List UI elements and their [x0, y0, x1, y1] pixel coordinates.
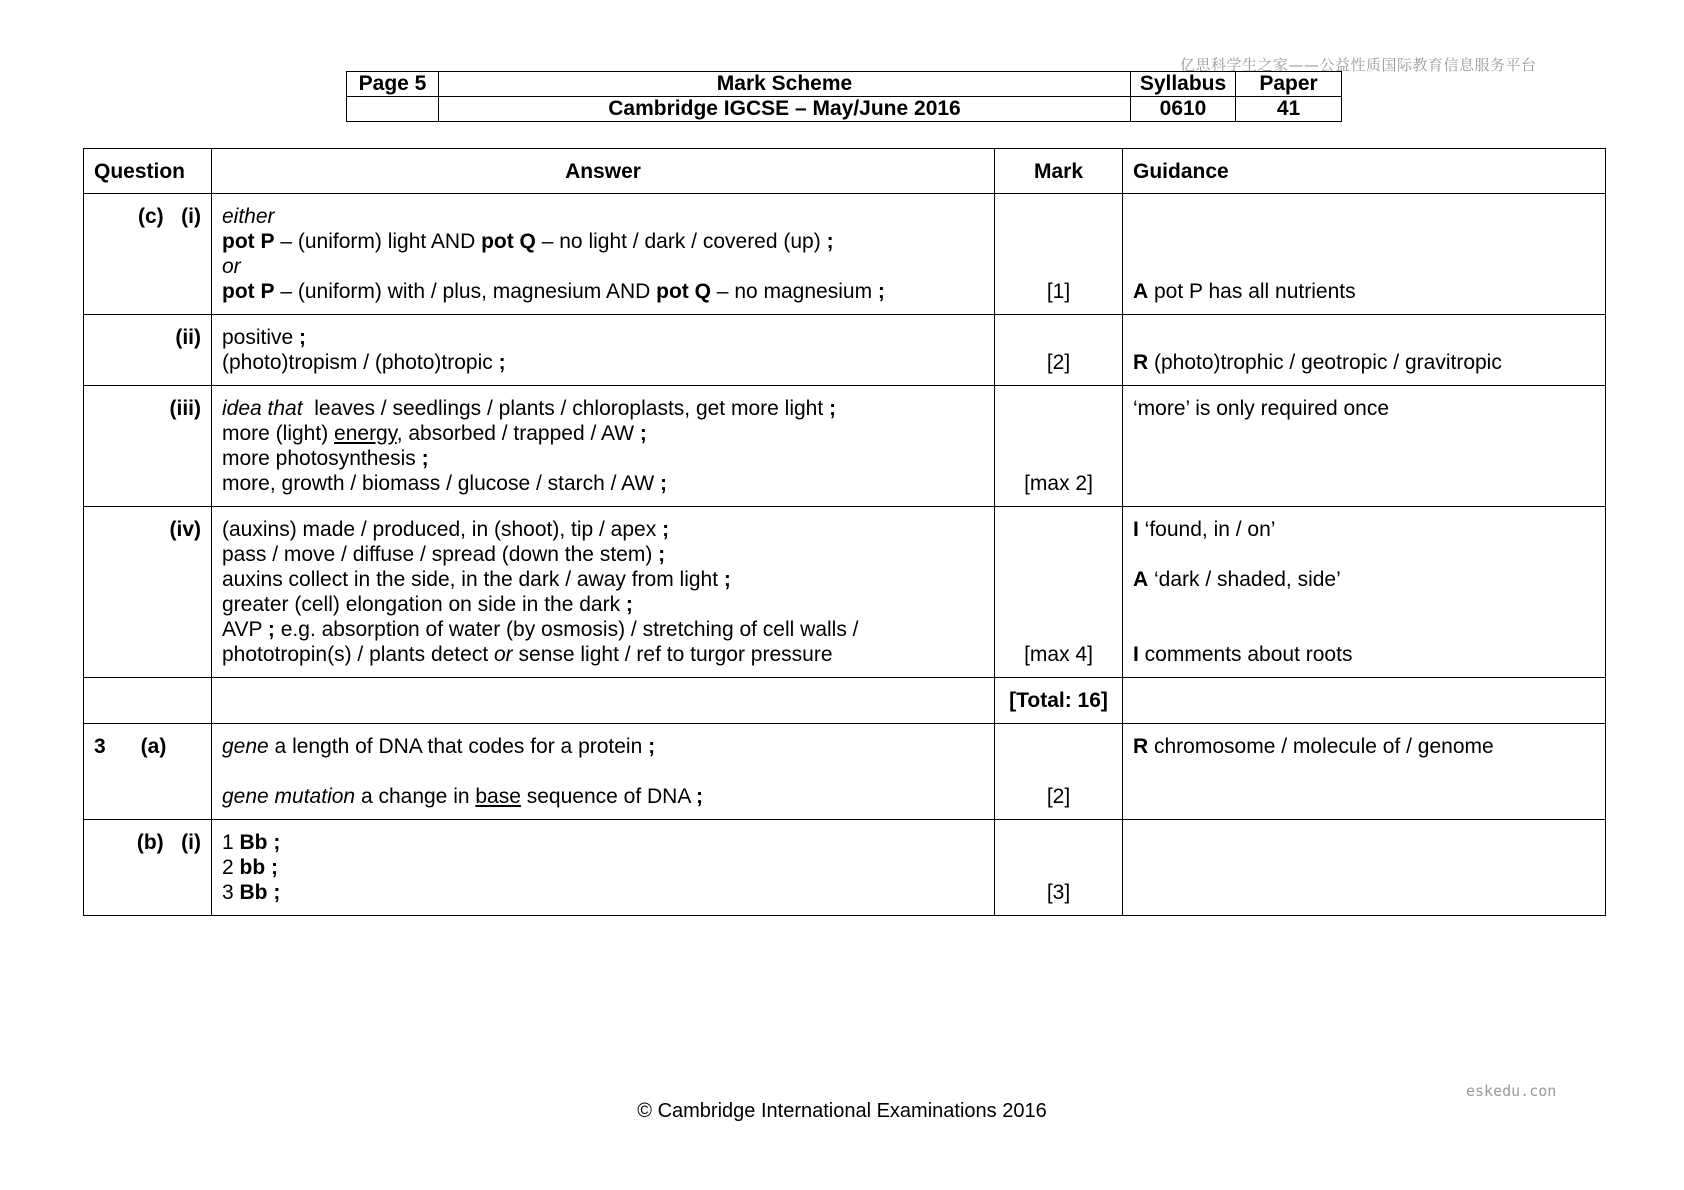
question-number	[84, 678, 212, 724]
answer-line: more photosynthesis ;	[222, 447, 429, 470]
answer-line: pot P – (uniform) light AND pot Q – no light / dark / covered (up) ;	[222, 230, 834, 253]
mark-scheme-table	[83, 148, 1606, 916]
question-number: (c) (i)	[84, 194, 212, 315]
answer-line: or	[222, 255, 241, 278]
answer-line: gene mutation a change in base sequence of DNA ;	[222, 785, 704, 808]
table-row	[84, 194, 1606, 315]
page-number: Page 5	[347, 72, 439, 97]
question-column-header: Question	[84, 149, 212, 194]
table-row	[84, 820, 1606, 916]
mark-cell: [3]	[995, 820, 1123, 916]
syllabus-code: 0610	[1131, 97, 1236, 122]
mark-cell: [2]	[995, 315, 1123, 386]
guidance-column-header: Guidance	[1123, 149, 1606, 194]
answer-line: (photo)tropism / (photo)tropic ;	[222, 351, 506, 374]
answer-line: AVP ; e.g. absorption of water (by osmosis) / stretching of cell walls /	[222, 618, 859, 641]
answer-cell	[212, 194, 995, 315]
answer-line: more, growth / biomass / glucose / starch / AW ;	[222, 472, 668, 495]
question-number: (ii)	[84, 315, 212, 386]
table-row	[84, 386, 1606, 507]
paper-number: 41	[1236, 97, 1342, 122]
answer-line: (auxins) made / produced, in (shoot), tip / apex ;	[222, 518, 670, 541]
answer-cell	[212, 386, 995, 507]
answer-line: auxins collect in the side, in the dark / away from light ;	[222, 568, 731, 591]
total-mark: [Total: 16]	[995, 678, 1123, 724]
table-row	[84, 724, 1606, 820]
copyright-footer: © Cambridge International Examinations 2016	[637, 1100, 1047, 1122]
syllabus-label: Syllabus	[1131, 72, 1236, 97]
answer-line: idea that leaves / seedlings / plants / chloroplasts, get more light ;	[222, 397, 837, 420]
total-row	[84, 678, 1606, 724]
answer-line: pass / move / diffuse / spread (down the stem) ;	[222, 543, 666, 566]
answer-line: phototropin(s) / plants detect or sense light / ref to turgor pressure	[222, 643, 833, 666]
guidance-cell	[1123, 820, 1606, 916]
watermark-top: 亿思科学生之家——公益性质国际教育信息服务平台	[1180, 56, 1537, 74]
answer-line: positive ;	[222, 326, 307, 349]
mark-cell: [1]	[995, 194, 1123, 315]
question-number: (iv)	[84, 507, 212, 678]
answer-line: 1 Bb ;	[222, 831, 281, 854]
answer-cell	[212, 315, 995, 386]
answer-line: 3 Bb ;	[222, 881, 281, 904]
watermark-bottom: eskedu.con	[1466, 1082, 1557, 1100]
guidance-cell: R (photo)trophic / geotropic / gravitropic	[1123, 315, 1606, 386]
answer-cell	[212, 678, 995, 724]
answer-line: 2 bb ;	[222, 856, 278, 879]
question-number: (iii)	[84, 386, 212, 507]
question-number: (b) (i)	[84, 820, 212, 916]
header-table	[346, 71, 1342, 122]
table-row	[84, 507, 1606, 678]
mark-cell: [2]	[995, 724, 1123, 820]
mark-column-header: Mark	[995, 149, 1123, 194]
mark-cell: [max 4]	[995, 507, 1123, 678]
paper-label: Paper	[1236, 72, 1342, 97]
guidance-cell: I ‘found, in / on’ A ‘dark / shaded, side’ I comments about roots	[1123, 507, 1606, 678]
answer-cell	[212, 507, 995, 678]
answer-cell	[212, 820, 995, 916]
guidance-cell	[1123, 678, 1606, 724]
answer-cell	[212, 724, 995, 820]
guidance-cell: ‘more’ is only required once	[1123, 386, 1606, 507]
answer-line: pot P – (uniform) with / plus, magnesium AND pot Q – no magnesium ;	[222, 280, 885, 303]
guidance-cell: R chromosome / molecule of / genome	[1123, 724, 1606, 820]
question-number: 3 (a)	[84, 724, 212, 820]
mark-cell: [max 2]	[995, 386, 1123, 507]
answer-line: either	[222, 205, 275, 228]
answer-line: gene a length of DNA that codes for a protein ;	[222, 735, 656, 758]
answer-line: greater (cell) elongation on side in the dark ;	[222, 593, 633, 616]
header-empty-cell	[347, 97, 439, 122]
table-header-row	[84, 149, 1606, 194]
guidance-cell: A pot P has all nutrients	[1123, 194, 1606, 315]
answer-column-header: Answer	[212, 149, 995, 194]
document-title: Mark Scheme	[439, 72, 1131, 97]
table-row	[84, 315, 1606, 386]
exam-name: Cambridge IGCSE – May/June 2016	[439, 97, 1131, 122]
answer-line: more (light) energy, absorbed / trapped / AW ;	[222, 422, 647, 445]
